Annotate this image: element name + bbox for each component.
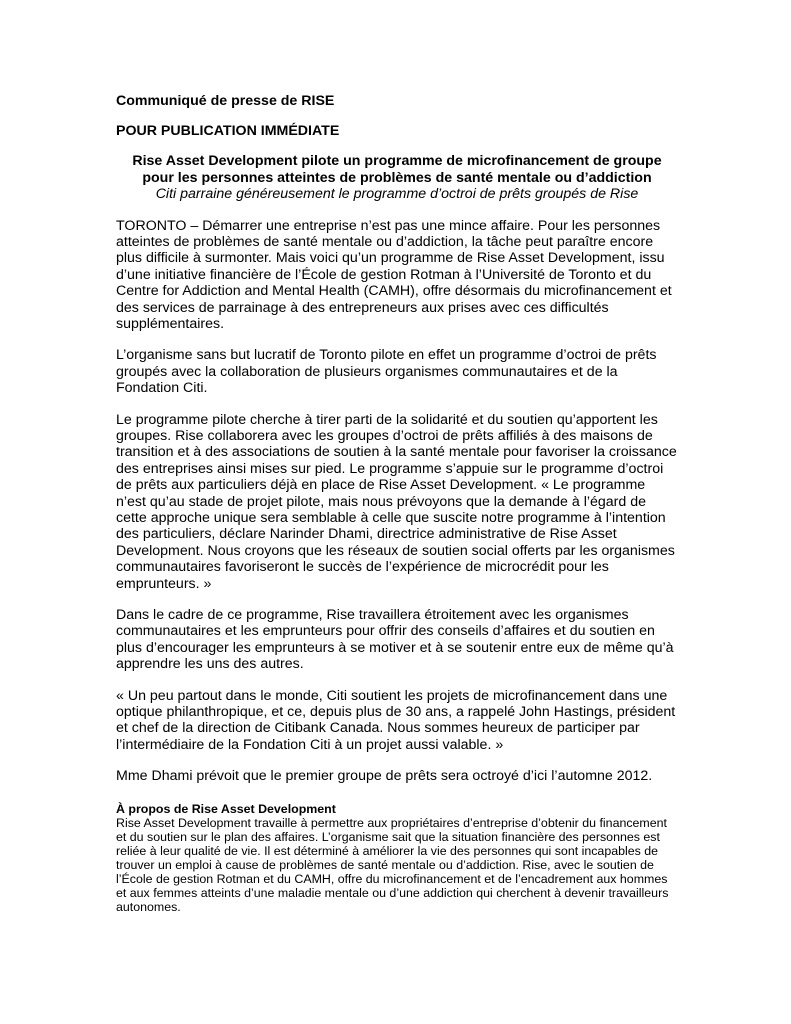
headline: Rise Asset Development pilote un programme de microfinancement de groupe pour les personnes atteintes de problèmes de santé mentale ou d’addiction — [132, 153, 662, 186]
document-page — [116, 93, 678, 914]
release-label: Communiqué de presse de RISE — [116, 93, 335, 109]
paragraph-program: Le programme pilote cherche à tirer parti de la solidarité et du soutien qu’apportent les groupes. Rise collaborera avec les groupes d’octroi de prêts affiliés à des maisons de transition et à des associations de soutien à la santé mentale pour favoriser la croissance des entreprises ainsi mises sur pied. Le programme s’appuie sur le programme d’octroi de prêts aux particuliers déjà en place de Rise Asset Development. « Le programme n’est qu’au stade de projet pilote, mais nous prévoyons que la demande à l’égard de cette approche unique sera semblable à celle que suscite notre programme à l’intention des particuliers, déclare Narinder Dhami, directrice administrative de Rise Asset Development. Nous croyons que les réseaux de soutien social offerts par les organismes communautaires favoriseront le succès de l’expérience de microcrédit pour les emprunteurs. » — [116, 411, 677, 592]
about-title: À propos de Rise Asset Development — [116, 801, 336, 816]
publication-label: POUR PUBLICATION IMMÉDIATE — [116, 123, 340, 139]
about-body: Rise Asset Development travaille à permettre aux propriétaires d’entreprise d’obtenir du financement et du soutien sur le plan des affaires. L’organisme sait que la situation financière des personnes est reliée à leur qualité de vie. Il est déterminé à améliorer la vie des personnes qui sont incapables de trouver un emploi à cause de problèmes de santé mentale ou d’addiction. Rise, avec le soutien de l’École de gestion Rotman et du CAMH, offre du microfinancement et de l’encadrement aux hommes et aux femmes atteints d’une maladie mentale ou d’une addiction qui cherchent à devenir travailleurs autonomes. — [116, 815, 669, 915]
paragraph-citi-quote: « Un peu partout dans le monde, Citi soutient les projets de microfinancement dans une optique philanthropique, et ce, depuis plus de 30 ans, a rappelé John Hastings, président et chef de la direction de Citibank Canada. Nous sommes heureux de participer par l’intermédiaire de la Fondation Citi à un projet aussi valable. » — [116, 687, 676, 753]
paragraph-pilot: L’organisme sans but lucratif de Toronto pilote en effet un programme d’octroi de prêts groupés avec la collaboration de plusieurs organismes communautaires et de la Fondation Citi. — [116, 347, 657, 397]
paragraph-collaboration: Dans le cadre de ce programme, Rise travaillera étroitement avec les organismes communautaires et les emprunteurs pour offrir des conseils d’affaires et du soutien en plus d’encourager les emprunteurs à se motiver et à se soutenir entre eux de même qu’à apprendre les uns des autres. — [116, 607, 674, 673]
subheadline: Citi parraine généreusement le programme d’octroi de prêts groupés de Rise — [155, 186, 639, 202]
paragraph-timeline: Mme Dhami prévoit que le premier groupe de prêts sera octroyé d’ici l’automne 2012. — [116, 768, 653, 785]
paragraph-intro: TORONTO – Démarrer une entreprise n’est pas une mince affaire. Pour les personnes atteintes de problèmes de santé mentale ou d’addiction, la tâche peut paraître encore plus difficile à surmonter. Mais voici qu’un programme de Rise Asset Development, issu d’une initiative financière de l’École de gestion Rotman à l’Université de Toronto et du Centre for Addiction and Mental Health (CAMH), offre désormais du microfinancement et des services de parrainage à des entrepreneurs aux prises avec ces difficultés supplémentaires. — [116, 217, 672, 332]
